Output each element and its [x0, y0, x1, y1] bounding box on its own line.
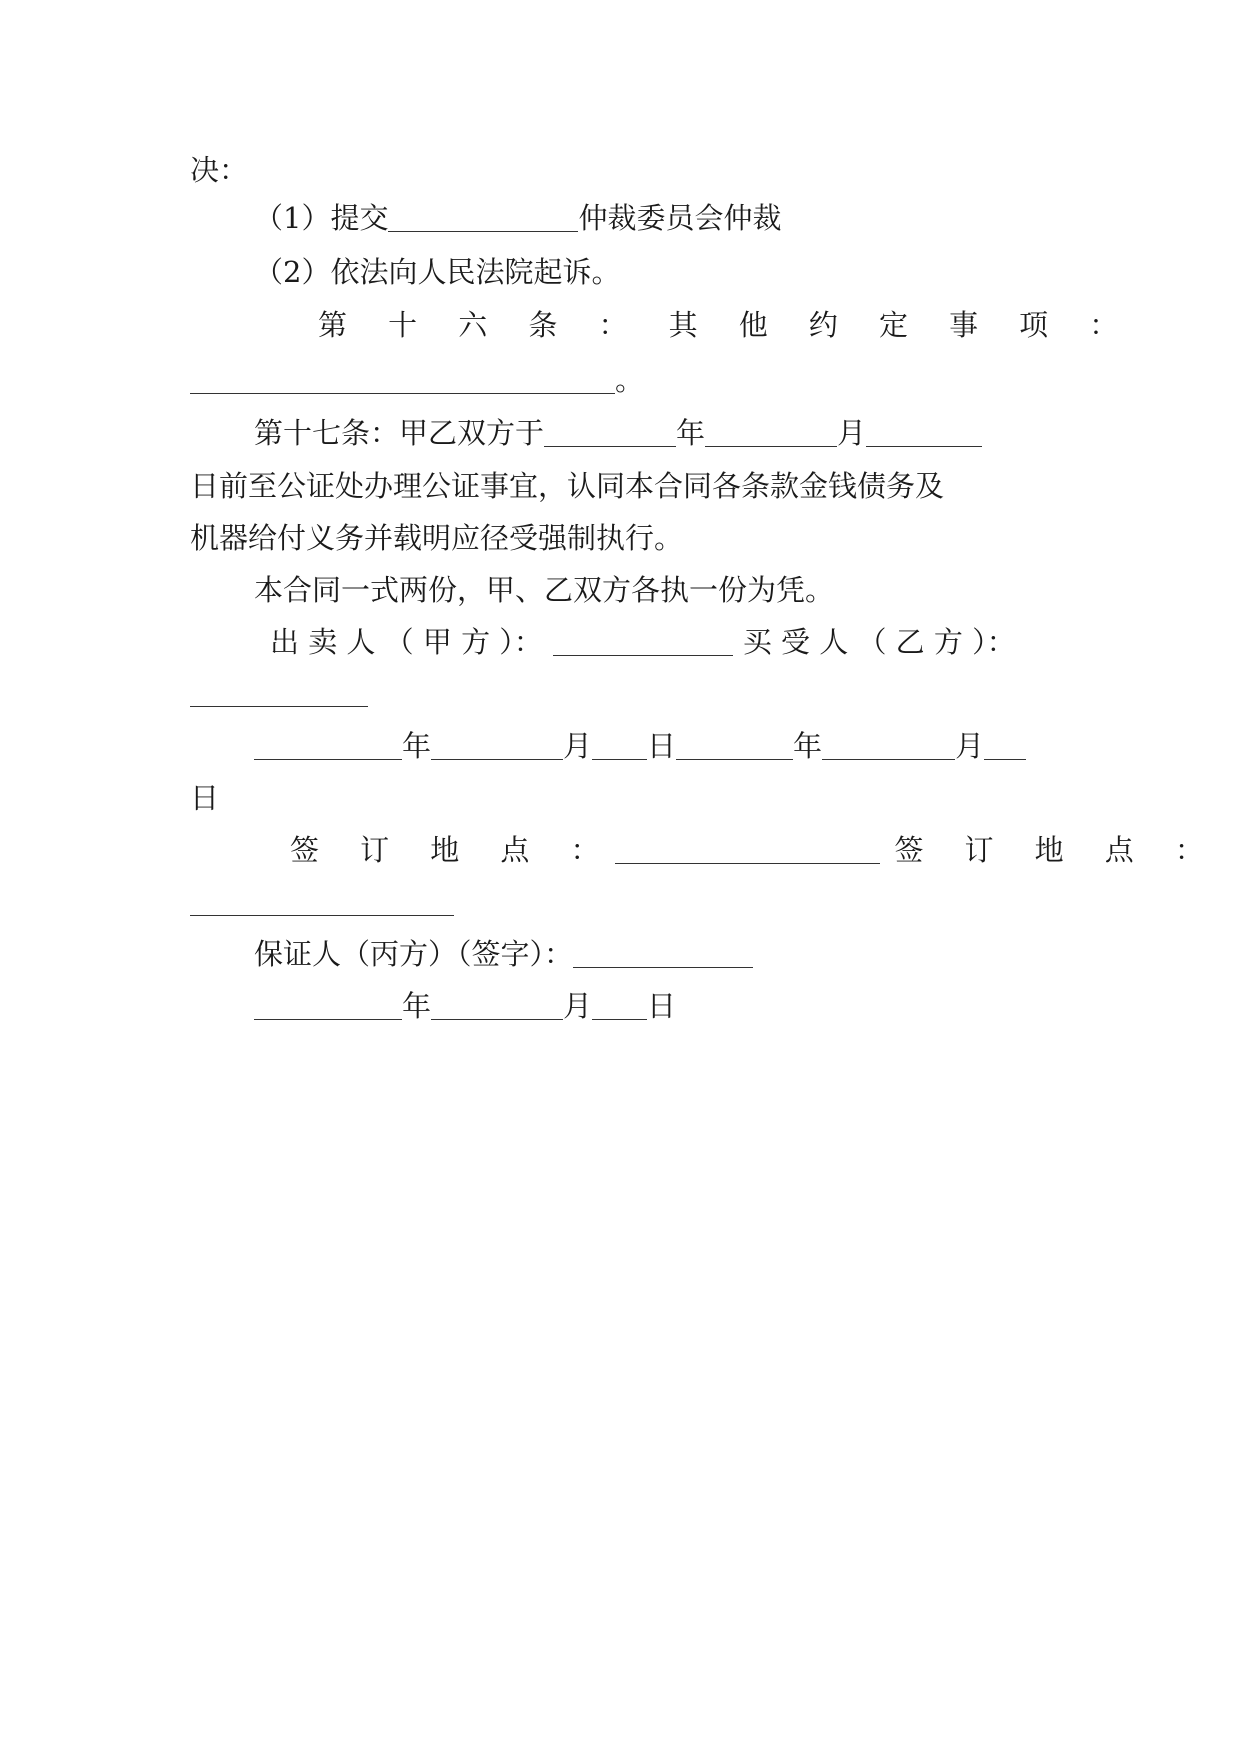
dates-line-end	[190, 778, 1050, 818]
buyer-year-blank[interactable]	[676, 731, 793, 760]
buyer-blank[interactable]	[190, 678, 368, 707]
article-17-continuation-1	[190, 466, 1050, 506]
buyer-day-blank[interactable]	[984, 731, 1026, 760]
dates-line	[254, 726, 1114, 766]
article-16-blank-line	[190, 360, 1050, 400]
seller-year-blank[interactable]	[254, 731, 402, 760]
guarantor-date-line	[254, 986, 1114, 1026]
buyer-month-label: 月	[955, 729, 985, 763]
buyer-blank-line	[190, 673, 1050, 713]
copies-line	[254, 570, 1114, 610]
lawsuit-option-text: （2）依法向人民法院起诉。	[254, 255, 621, 289]
guarantor-month-blank[interactable]	[431, 991, 563, 1020]
guarantor-month-label: 月	[563, 989, 593, 1023]
arbitration-option-line	[254, 198, 1114, 238]
article-17-continuation-2	[190, 518, 1050, 558]
article-17-year-blank[interactable]	[544, 418, 676, 447]
buyer-sign-place-blank[interactable]	[190, 887, 454, 916]
other-terms-blank[interactable]	[190, 365, 615, 394]
guarantor-year-label: 年	[402, 989, 432, 1023]
guarantor-day-label: 日	[647, 989, 677, 1023]
seller-sign-place-label: 签 订 地 点 ：	[290, 833, 616, 867]
seller-year-label: 年	[402, 729, 432, 763]
guarantor-line	[254, 934, 1114, 974]
article-17-day-blank[interactable]	[866, 418, 982, 447]
buyer-month-blank[interactable]	[822, 731, 955, 760]
guarantor-label: 保证人（丙方）（签字）：	[254, 937, 574, 971]
guarantor-day-blank[interactable]	[592, 991, 647, 1020]
guarantor-year-blank[interactable]	[254, 991, 402, 1020]
article-17-text-3: 机器给付义务并载明应径受强制执行。	[190, 521, 684, 555]
buyer-label: 买 受 人 （ 乙 方 ）：	[742, 625, 1016, 659]
seller-month-label: 月	[563, 729, 593, 763]
article-17-line	[254, 413, 1114, 453]
seller-blank[interactable]	[553, 627, 733, 656]
arbitration-committee-blank[interactable]	[388, 203, 578, 232]
article-17-text-2: 日前至公证处办理公证事宜，认同本合同各条款金钱债务及	[190, 469, 945, 503]
buyer-sign-place-label: 签 订 地 点 ：	[894, 833, 1220, 867]
article-17-year-label: 年	[676, 416, 706, 450]
lawsuit-option-line	[254, 252, 1114, 292]
parties-line	[270, 622, 1050, 662]
article-17-month-blank[interactable]	[705, 418, 837, 447]
guarantor-signature-blank[interactable]	[573, 939, 753, 968]
arbitration-option-label: （1）提交	[254, 201, 389, 235]
article-17-month-label: 月	[837, 416, 867, 450]
sign-place-blank-line	[190, 882, 1050, 922]
text-decision: 决：	[190, 153, 249, 187]
article-16-heading	[318, 305, 1135, 345]
seller-sign-place-blank[interactable]	[615, 835, 880, 864]
copies-text: 本合同一式两份，甲、乙双方各执一份为凭。	[254, 573, 835, 607]
buyer-day-label: 日	[190, 781, 220, 815]
sign-place-line	[290, 830, 1220, 870]
buyer-year-label: 年	[793, 729, 823, 763]
article-16-text: 第 十 六 条 ： 其 他 约 定 事 项 ：	[318, 308, 1135, 342]
article-17-text: 第十七条：甲乙双方于	[254, 416, 545, 450]
seller-day-label: 日	[647, 729, 677, 763]
seller-label: 出 卖 人 （ 甲 方 ）：	[270, 625, 543, 659]
seller-month-blank[interactable]	[431, 731, 563, 760]
seller-day-blank[interactable]	[592, 731, 647, 760]
arbitration-committee-text: 仲裁委员会仲裁	[578, 201, 782, 235]
other-terms-period: 。	[615, 363, 645, 397]
text-line-decision	[190, 150, 1050, 190]
